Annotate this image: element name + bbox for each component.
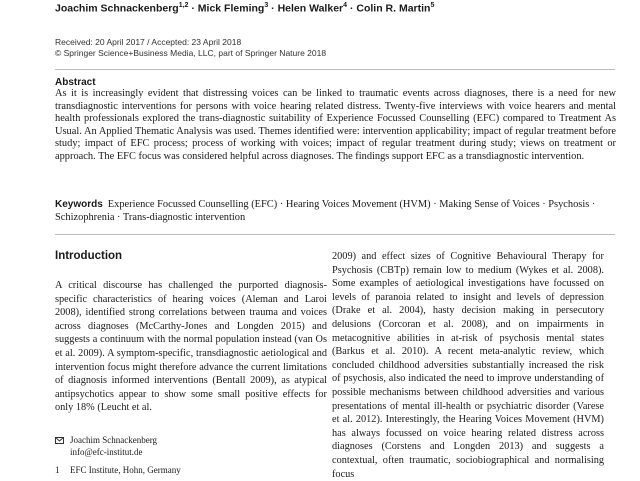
author-separator: · — [347, 2, 357, 15]
author-affiliation-sup: 4 — [343, 2, 348, 9]
envelope-icon — [55, 437, 64, 444]
contact-email: info@efc-institut.de — [70, 446, 143, 457]
keywords-list: Experience Focussed Counselling (EFC) · Hearing Voices Movement (HVM) · Making Sense of Voices · Psychosis · Schizophrenia · Trans-diagnostic intervention — [55, 199, 596, 224]
author-name: Colin R. Martin — [356, 2, 431, 15]
author-name: Joachim Schnackenberg — [55, 2, 179, 15]
divider — [55, 234, 615, 235]
contact-name: Joachim Schnackenberg — [70, 435, 158, 445]
abstract-heading: Abstract — [55, 77, 96, 88]
author-footnote — [55, 435, 327, 477]
author-name: Mick Fleming — [197, 2, 265, 15]
affiliation-row — [55, 465, 327, 477]
publication-dates — [55, 37, 615, 59]
keywords-label: Keywords — [55, 199, 103, 210]
author-separator: · — [268, 2, 278, 15]
received-accepted-line: Received: 20 April 2017 / Accepted: 23 April 2018 — [55, 37, 242, 47]
section-heading-introduction: Introduction — [55, 250, 123, 262]
contact-row — [55, 435, 327, 447]
keywords-block — [55, 198, 616, 224]
abstract-body: As it is increasingly evident that distressing voices can be linked to traumatic events across diagnoses, there is a need for new transdiagnostic interventions for persons with voice hearing related distress. Twenty-five interviews with voice hearers and mental health professionals explored the trans-diagnostic suitability of Experience Focussed Counselling (EFC) compared to Treatment As Usual. An Applied Thematic Analysis was used. Themes identified were: intervention applicability; impact of regular treatment before study; impact of EFC process; process of working with voices; impact of regular treatment during study; views on treatment or approach. The EFC focus was considered helpful across diagnoses. The findings support EFC as a transdiagnostic intervention. — [55, 88, 616, 162]
author-list — [55, 2, 615, 15]
copyright-line: © Springer Science+Business Media, LLC, part of Springer Nature 2018 — [55, 48, 327, 58]
author-separator: · — [188, 2, 198, 15]
author-affiliation-sup: 3 — [264, 2, 269, 9]
intro-paragraph-right: 2009) and effect sizes of Cognitive Behavioural Therapy for Psychosis (CBTp) remain low to medium (Wykes et al. 2008). Some examples of aetiological investigations have focussed on levels of paranoia related to insight and levels of depression (Drake et al. 2004), hasty decision making in persecutory delusions (Corcoran et al. 2008), and on impairments in metacognitive abilities in at-risk of psychosis mental states (Barkus et al. 2010). A recent meta-analytic review, which concluded childhood adversities substantially increased the risk of psychosis, also indicated the need to improve understanding of possible mechanisms between childhood adversities and various presentations of mental ill-health or psychiatric disorder (Varese et al. 2012). Interestingly, the Hearing Voices Movement (HVM) has always focussed on voice hearing related distress across diagnoses (Corstens and Longden 2013) and suggests a contextual, often traumatic, sociobiographical and normalising focus — [332, 251, 604, 480]
author-affiliation-sup: 1,2 — [178, 2, 189, 9]
affiliation-number: 1 — [55, 465, 60, 475]
author-affiliation-sup: 5 — [430, 2, 435, 9]
divider — [55, 69, 615, 70]
intro-paragraph-left: A critical discourse has challenged the purported diagnosis-specific characteristics of hearing voices (Aleman and Laroi 2008), identified strong correlations between trauma and voices across diagnoses (McCarthy-Jones and Longden 2015) and suggests a continuum with the normal population instead (van Os et al. 2009). A symptom-specific, transdiagnostic aetiological and intervention focus might therefore advance the current limitations of diagnosis informed interventions (Bentall 2009), as atypical antipsychotics appear to show some small positive effects for only 18% (Leucht et al. — [55, 280, 327, 414]
affiliation-text: EFC Institute, Hohn, Germany — [70, 465, 181, 475]
right-column — [332, 250, 604, 481]
left-column — [55, 279, 327, 415]
author-name: Helen Walker — [277, 2, 344, 15]
